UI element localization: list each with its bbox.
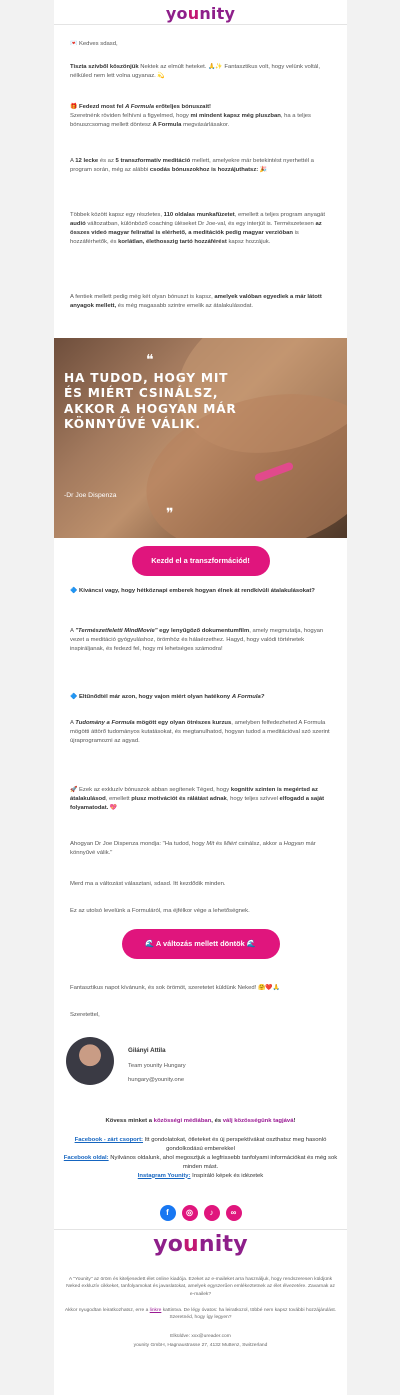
signature-email[interactable]: hungary@younity.one [128,1077,185,1083]
closing: Szeretettel, [70,1012,100,1018]
paragraph-thanks: Tiszta szívből köszönjük Nektek az elmúlt heteket. 🙏✨ Fantasztikus volt, hogy velünk voltál, nélküled nem lett volna ugyanaz. 💫 [70,64,320,79]
footer-unsubscribe: Akkor nyugodtan leiratkozhatsz, erre a linkre kattintva. De légy óvatos: ha leiratkozol, többé nem kapsz további hozzájárulást. Szeretnéd, hogy így legyen? [64,1308,337,1321]
instagram-link[interactable]: Instagram Younity: [137,1172,191,1179]
signature-team: Team younity Hungary [128,1063,186,1069]
link-icon[interactable]: ∞ [226,1205,242,1221]
logo-text-right: nity [199,4,236,23]
facebook-group-link[interactable]: Facebook - zárt csoport: [74,1137,144,1143]
footer-sent-to: Elküldve: xxx@ureader.com [170,1334,231,1339]
avatar [66,1037,114,1085]
follow-us: Kövess minket a közösségi médiában, és válj közösségünk tagjává! [105,1118,296,1124]
unsubscribe-link[interactable]: linkre [149,1308,162,1313]
footer-about: A "Younity" az öröm és kiteljesedett élet online kiadója. Ezeket az e-maileket arra használjuk, hogy rendszeresen küldjünk Neked exkluzív cikkeket, tanfolyamokat és javaslatokat, amelyek egyszerűen emlékeztetnek az élet élvezetére. Zavarnak az e-mailek? [66,1277,335,1297]
paragraph-lessons: A 12 lecke és az 5 transzformatív meditáció mellett, amelyekre már betekintést nyerhettél a program során, még az alábbi csodás bónuszokhoz is hozzájuthatsz: 🎉 [70,158,314,173]
paragraph-quote: Ahogyan Dr Joe Dispenza mondja: "Ha tudod, hogy Mit és Miért csinálsz, akkor a Hogyan már könnyűvé válik." [70,841,316,856]
hero-image [54,338,347,538]
social-media-link[interactable]: közösségi médiában [153,1118,212,1124]
logo-text-left: yo [165,4,188,23]
paragraph-science: A Tudomány a Formula mögött egy olyan ötrészes kurzus, amelyben felfedezheted A Formula mögötti áttörő tudományos kutatásokat, és megtanulhatod, hogyan tudod a meditációval szó szerint újraprogramozni az agyad. [70,720,330,744]
footer-address: younity GmbH, Hagnaustrasse 27, 4132 Muttenz, Switzerland [133,1343,268,1348]
email-body [54,0,347,1395]
hero-quote: HA TUDOD, HOGY MIT ÉS MIÉRT CSINÁLSZ, AKKOR A HOGYAN MÁR KÖNNYŰVÉ VÁLIK. [64,371,237,431]
hero-author: -Dr Joe Dispenza [64,492,117,499]
header-logo[interactable] [54,0,347,25]
tiktok-icon[interactable]: ♪ [204,1205,220,1221]
signature [66,1037,336,1092]
facebook-icon[interactable]: f [160,1205,176,1221]
paragraph-two-bonuses: A fentiek mellett pedig még két olyan bónuszt is kapsz, amelyek valóban egyediek a már látott anyagok mellett, és még magasabb szintre emelik az átalakulásodat. [70,294,322,309]
greeting: 💌 Kedves sdasd, [70,41,118,47]
quote-close-mark: ❞ [166,506,174,522]
quote-open-mark: ❝ [146,352,154,368]
paragraph-mindmovie: A "Természetfeletti MindMovie" egy lenyűgöző dokumentumfilm, amely megmutatja, hogyan vezet a meditáció gyógyuláshoz, örömhöz és hálaérzethez. Hagyd, hogy valódi történetek inspiráljanak, és fedezd fel, hogy mi lehetséges számodra! [70,628,324,652]
join-community-link[interactable]: válj közösségünk tagjává [222,1118,294,1124]
cta-choose-change-button[interactable]: 🌊 A változás mellett döntök 🌊 [122,929,280,959]
facebook-page-link[interactable]: Facebook oldal: [63,1154,109,1161]
question-1: 🔷 Kíváncsi vagy, hogy hétköznapi emberek hogyan élnek át rendkívüli átalakulásokat? [70,588,315,594]
paragraph-workbook: Többek között kapsz egy részletes, 110 oldalas munkafüzetet, emellett a teljes program anyagát audió változatban, különböző coaching üléseket Dr Joe-val, és egy interjút is. Természetesen az összes videó magyar felirattal is elérhető, a meditációk pedig magyar verzióban is hozzáférhetők, és korlátlan, élethosszig tartó hozzáférést kapsz hozzájuk. [70,212,326,245]
cta-start-transformation-button[interactable]: Kezdd el a transzformációd! [132,546,270,576]
logo-text-u: u [187,4,200,23]
paragraph-choose-change: Merd ma a változást választani, sdasd. Itt kezdődik minden. [70,881,226,887]
signature-name: Gilányi Attila [128,1047,166,1054]
instagram-icon[interactable]: ◎ [182,1205,198,1221]
paragraph-wishes: Fantasztikus napot kívánunk, és sok örömöt, szeretetet küldünk Neked! 🤗❤️🙏 [70,985,280,991]
footer-logo[interactable]: younity [153,1232,248,1257]
paragraph-last-letter: Ez az utolsó levelünk a Formuláról, ma éjfélkor vége a lehetőségnek. [70,908,250,914]
social-icons [54,1202,347,1221]
paragraph-benefits: 🚀 Ezek az exkluzív bónuszok abban segítenek Téged, hogy kognitív szinten is megértsd az átalakulásod, emellett plusz motivációt és rálátást adnak, hogy teljes szívvel elfogadd a saját folyamatodat. 💖 [70,787,325,811]
footer-divider [54,1229,347,1230]
social-links-list: Facebook - zárt csoport: Itt gondolatokat, ötleteket és új perspektívákat oszthatsz meg hasonló gondolkodású emberekkel Facebook oldal: Nyilvános oldalunk, ahol megosztjuk a legfrissebb tanfolyami információkat és még sok minden mást. Instagram Younity: Inspiráló képek és idézetek [63,1137,338,1179]
question-2: 🔷 Eltűnődtél már azon, hogy vajon miért olyan hatékony A Formula? [70,694,265,700]
paragraph-bonus-intro: 🎁 Fedezd most fel A Formula erőteljes bónuszait! Szeretnénk röviden felhívni a figyelmed, hogy mi mindent kapsz még pluszban, ha a teljes bónuszcsomag mellett döntesz A Formula megvásárlásakor. [70,104,311,128]
